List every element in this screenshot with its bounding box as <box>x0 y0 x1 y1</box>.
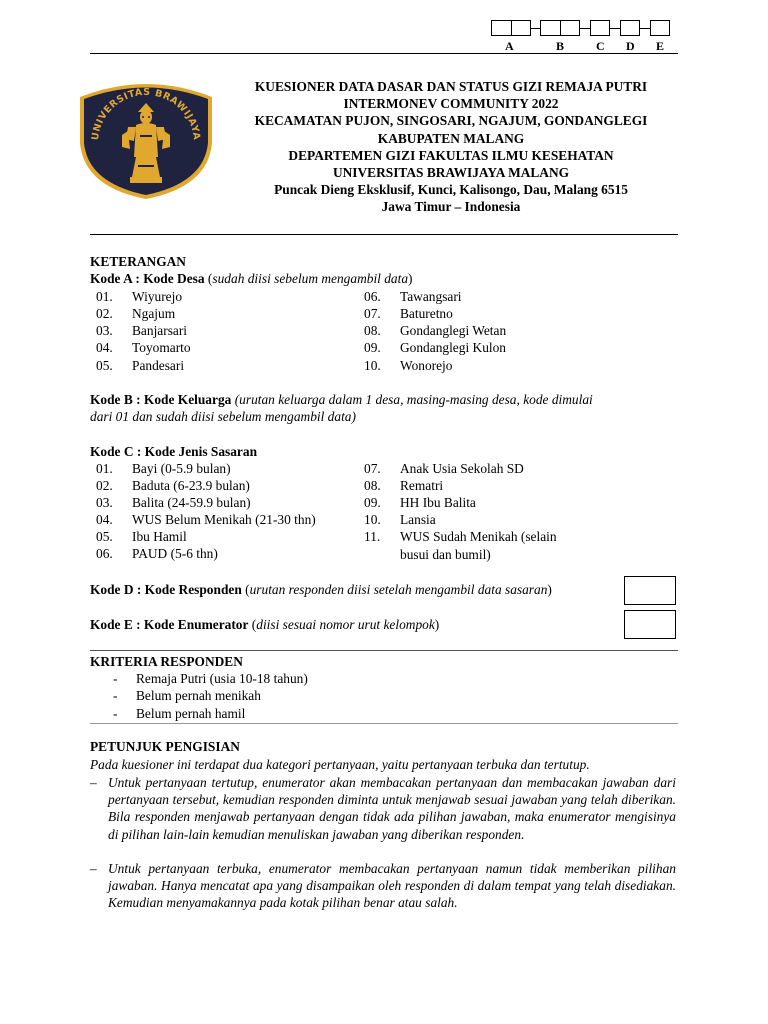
header-regency: KABUPATEN MALANG <box>377 130 525 146</box>
code-letter-d: D <box>626 39 635 53</box>
list-item: 07. Anak Usia Sekolah SD <box>364 461 524 476</box>
list-item: 06. Tawangsari <box>364 289 462 304</box>
header-bottom-rule <box>90 234 678 235</box>
list-item: 02. Baduta (6-23.9 bulan) <box>96 478 250 493</box>
code-connector <box>531 28 540 29</box>
header-subtitle: INTERMONEV COMMUNITY 2022 <box>343 96 559 112</box>
code-connector <box>580 28 590 29</box>
kode-b-line <box>90 392 593 408</box>
code-box-d[interactable] <box>620 20 640 36</box>
logo-text: UNIVERSITAS BRAWIJAYA <box>89 86 203 141</box>
kode-e-label: Kode E : Kode Enumerator <box>90 617 249 632</box>
petunjuk-title: PETUNJUK PENGISIAN <box>90 739 240 754</box>
list-item: 03. Banjarsari <box>96 323 188 338</box>
kriteria-bottom-rule <box>90 723 678 724</box>
list-item: - Belum pernah menikah <box>113 688 261 703</box>
header-block <box>222 78 680 216</box>
list-item: 10. Lansia <box>364 512 436 527</box>
list-item: 03. Balita (24-59.9 bulan) <box>96 495 251 510</box>
kode-e-note: diisi sesuai nomor urut kelompok <box>256 617 435 632</box>
kode-d-note: urutan responden diisi setelah mengambil data sasaran <box>249 582 548 597</box>
code-letter-c: C <box>596 39 605 53</box>
code-box-e[interactable] <box>650 20 670 36</box>
kode-e-input-box[interactable] <box>624 610 676 639</box>
header-location: KECAMATAN PUJON, SINGOSARI, NGAJUM, GONDANGLEGI <box>254 113 648 129</box>
kriteria-top-rule <box>90 650 678 651</box>
list-item: - Belum pernah hamil <box>113 706 246 721</box>
list-item: 08. Rematri <box>364 478 444 493</box>
kode-b-note: (urutan keluarga dalam 1 desa, masing-masing desa, kode dimulai <box>234 392 593 407</box>
list-item: 07. Baturetno <box>364 306 453 321</box>
header-department: DEPARTEMEN GIZI FAKULTAS ILMU KESEHATAN <box>288 147 614 163</box>
header-address: Puncak Dieng Eksklusif, Kunci, Kalisongo, Dau, Malang 6515 <box>274 182 628 198</box>
code-box-c[interactable] <box>590 20 610 36</box>
list-item: 01. Bayi (0-5.9 bulan) <box>96 461 231 476</box>
header-top-rule <box>90 53 678 54</box>
keterangan-title: KETERANGAN <box>90 254 186 269</box>
list-item: 01. Wiyurejo <box>96 289 183 304</box>
kode-c-label: Kode C : Kode Jenis Sasaran <box>90 444 258 459</box>
code-letter-a: A <box>505 39 514 53</box>
university-logo <box>76 79 216 201</box>
list-item: 10. Wonorejo <box>364 358 453 373</box>
petunjuk-bullet-open: – Untuk pertanyaan terbuka, enumerator membacakan pertanyaan namun tidak memberikan pilihan jawaban. Hanya mencatat apa yang disampaikan oleh responden di dalam tempat yang telah disediakan. Kemudian menyamakannya pada kotak pilihan benar atau salah. <box>90 861 676 911</box>
code-box-b-divider <box>560 20 561 36</box>
kode-d-label: Kode D : Kode Responden <box>90 582 242 597</box>
list-item: 06. PAUD (5-6 thn) <box>96 546 218 561</box>
list-item: 11. WUS Sudah Menikah (selain <box>364 529 557 544</box>
kode-a-label: Kode A : Kode Desa <box>90 271 205 286</box>
list-item: - Remaja Putri (usia 10-18 tahun) <box>113 671 308 686</box>
list-item: 04. Toyomarto <box>96 340 191 355</box>
kode-e-line: Kode E : Kode Enumerator (diisi sesuai nomor urut kelompok) <box>90 617 440 632</box>
code-connector <box>640 28 650 29</box>
kode-d-line: Kode D : Kode Responden (urutan responden diisi setelah mengambil data sasaran) <box>90 582 552 597</box>
dash-marker: – <box>90 861 97 876</box>
kode-a-note: sudah diisi sebelum mengambil data <box>212 271 409 286</box>
code-letter-e: E <box>656 39 665 53</box>
code-box-a-divider <box>511 20 512 36</box>
list-item: 02. Ngajum <box>96 306 176 321</box>
petunjuk-intro: Pada kuesioner ini terdapat dua kategori pertanyaan, yaitu pertanyaan terbuka dan tertutup. <box>90 757 590 772</box>
list-item: 05. Ibu Hamil <box>96 529 187 544</box>
dash-marker: – <box>90 775 97 790</box>
header-country: Jawa Timur – Indonesia <box>381 199 521 215</box>
header-title: KUESIONER DATA DASAR DAN STATUS GIZI REMAJA PUTRI <box>254 79 648 94</box>
list-item: 05. Pandesari <box>96 358 185 373</box>
code-letter-b: B <box>556 39 565 53</box>
kriteria-title: KRITERIA RESPONDEN <box>90 654 243 669</box>
list-item: 04. WUS Belum Menikah (21-30 thn) <box>96 512 316 527</box>
list-item-continuation: busui dan bumil) <box>400 547 491 562</box>
list-item: 09. HH Ibu Balita <box>364 495 476 510</box>
list-item: 08. Gondanglegi Wetan <box>364 323 507 338</box>
list-item: 09. Gondanglegi Kulon <box>364 340 506 355</box>
header-university: UNIVERSITAS BRAWIJAYA MALANG <box>332 165 570 181</box>
kode-b-label: Kode B : Kode Keluarga <box>90 392 232 407</box>
code-connector <box>610 28 620 29</box>
petunjuk-bullet-closed: – Untuk pertanyaan tertutup, enumerator akan membacakan pertanyaan dan membacakan jawaban dari pertanyaan tersebut, kemudian responden diminta untuk menjawab sesuai jawaban yang telah diberikan. Bila responden menjawab pertanyaan dengan tidak ada pilihan jawaban, maka enumerator mengisinya di pilihan lain-lain kemudian menuliskan jawaban yang diberikan responden. <box>90 775 676 842</box>
kode-b-note-cont: dari 01 dan sudah diisi sebelum mengambil data) <box>90 409 356 424</box>
kode-d-input-box[interactable] <box>624 576 676 605</box>
kode-a-line: Kode A : Kode Desa (sudah diisi sebelum mengambil data) <box>90 271 413 286</box>
